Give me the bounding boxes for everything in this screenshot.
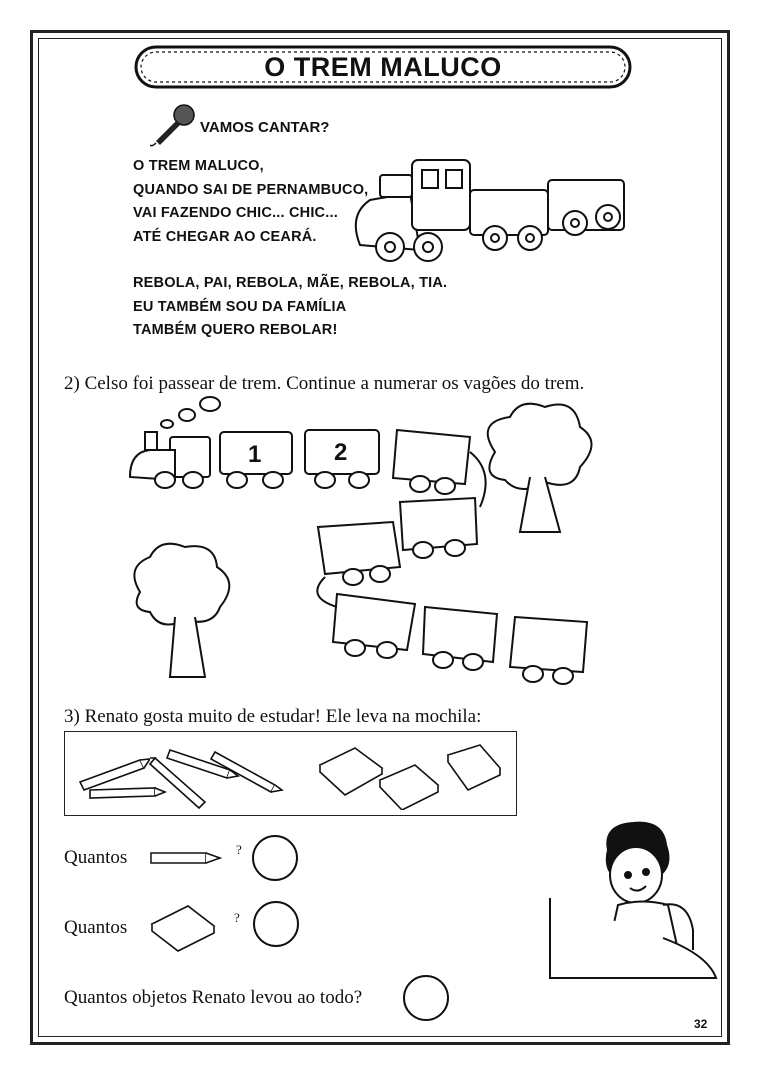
question-3-text: 3) Renato gosta muito de estudar! Ele leva na mochila: (64, 706, 482, 727)
train-illustration (350, 155, 630, 265)
wagon-number-2: 2 (334, 439, 348, 466)
count-notebooks-label: Quantos (64, 917, 128, 938)
total-question-text: Quantos objetos Renato levou ao todo? (64, 987, 363, 1008)
page-number: 32 (694, 1017, 708, 1031)
page-title: O TREM MALUCO (264, 52, 502, 82)
verse-line: VAI FAZENDO CHIC... CHIC... (133, 205, 338, 221)
pencil-icon (150, 850, 222, 866)
song-verse-2 (133, 272, 447, 343)
wagon-numbering-illustration (125, 392, 595, 692)
verse-line: O TREM MALUCO, (133, 158, 264, 174)
notebook-icon (148, 902, 218, 952)
song-heading: VAMOS CANTAR? (200, 119, 330, 136)
answer-circle-total[interactable] (402, 974, 450, 1022)
verse-line: REBOLA, PAI, REBOLA, MÃE, REBOLA, TIA. (133, 275, 448, 291)
song-verse-1 (133, 155, 368, 249)
verse-line: QUANDO SAI DE PERNAMBUCO, (133, 181, 369, 198)
pencil-icon (80, 759, 150, 790)
items-illustration (70, 740, 510, 810)
count-pencils-label: Quantos (64, 847, 128, 868)
answer-circle-notebooks[interactable] (252, 900, 300, 948)
verse-line: EU TAMBÉM SOU DA FAMÍLIA (133, 298, 347, 315)
question-2-text: 2) Celso foi passear de trem. Continue a numerar os vagões do trem. (64, 373, 585, 394)
question-mark: ? (236, 842, 242, 857)
notebook-icon (320, 748, 382, 795)
answer-circle-pencils[interactable] (251, 834, 299, 882)
verse-line: TAMBÉM QUERO REBOLAR! (133, 322, 338, 338)
notebook-icon (380, 765, 438, 810)
verse-line: ATÉ CHEGAR AO CEARÁ. (133, 228, 317, 245)
notebook-icon (448, 745, 500, 790)
pencil-icon (90, 788, 165, 798)
microphone-icon (150, 103, 198, 147)
wagon-number-1: 1 (248, 441, 262, 468)
boy-reading-illustration (548, 820, 718, 982)
question-mark: ? (234, 910, 240, 925)
